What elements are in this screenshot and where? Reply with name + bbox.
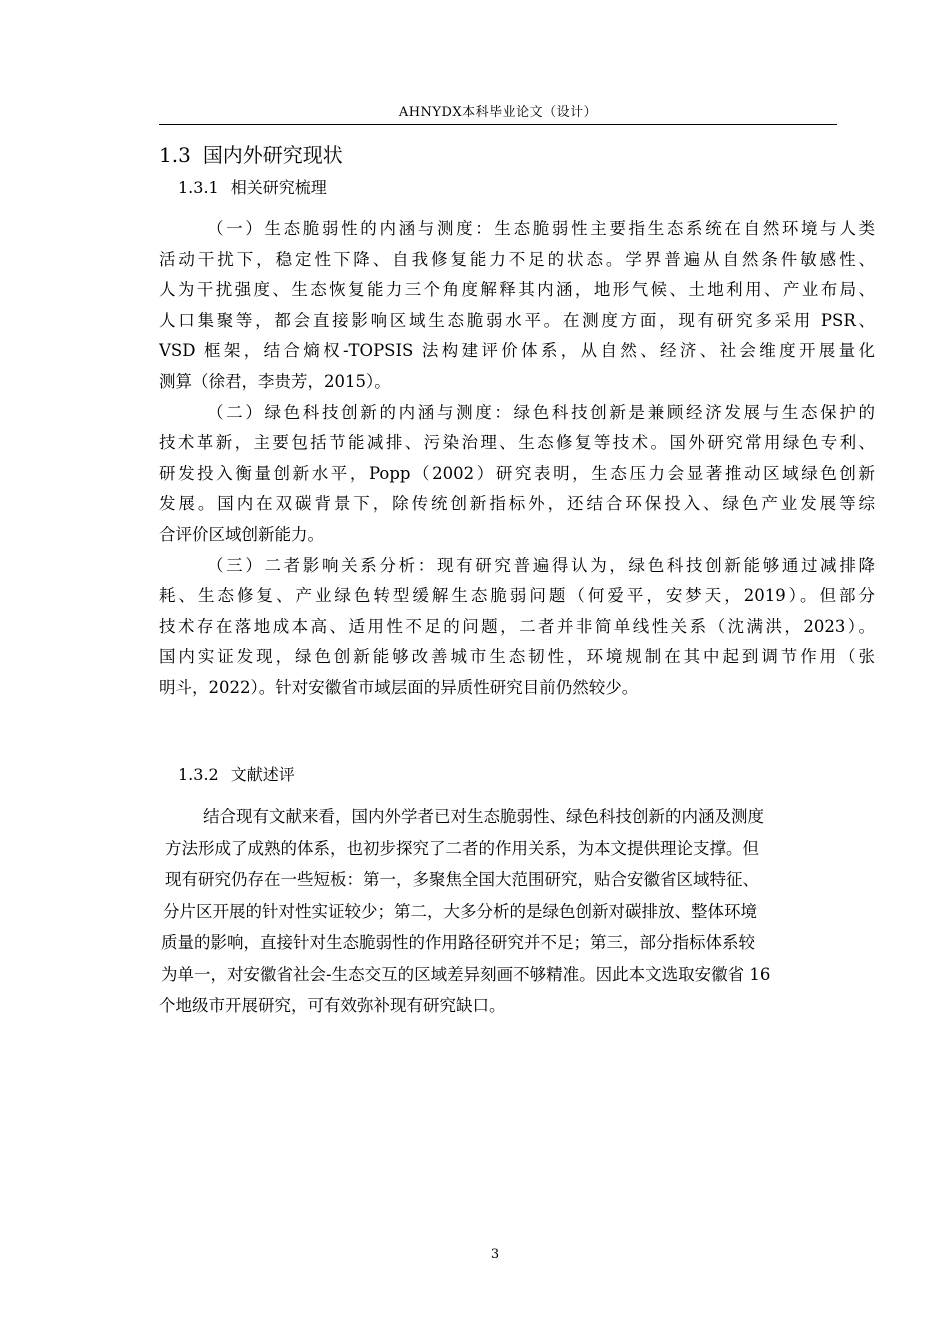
subsection-heading-1 [178,176,327,200]
body-line: 方法形成了成熟的体系，也初步探究了二者的作用关系，为本文提供理论支撑。但 [165,838,759,858]
page-number: 3 [490,1247,500,1262]
subsection-body-1 [159,214,875,704]
body-line: 现有研究仍存在一些短板：第一，多聚焦全国大范围研究，贴合安徽省区域特征、 [165,870,759,889]
subsection-title: 相关研究梳理 [230,178,327,197]
body-line: 活动干扰下，稳定性下降、自我修复能力不足的状态。学界普遍从自然条件敏感性、 [159,249,875,269]
header-rule [159,124,837,125]
body-line: 个地级市开展研究，可有效弥补现有研究缺口。 [159,996,506,1015]
subsection-body-2 [159,801,875,1022]
subsection-title: 文献述评 [230,765,295,784]
subsection-heading-2 [178,763,295,787]
body-line: 人口集聚等，都会直接影响区域生态脆弱水平。在测度方面，现有研究多采用 PSR、 [159,310,875,330]
subsection-number: 1.3.1 [178,178,219,197]
body-line: 质量的影响，直接针对生态脆弱性的作用路径研究并不足；第三，部分指标体系较 [161,933,755,952]
body-line: 发展。国内在双碳背景下，除传统创新指标外，还结合环保投入、绿色产业发展等综 [159,494,875,514]
section-heading [159,141,343,169]
body-line: 明斗，2022）。针对安徽省市域层面的异质性研究目前仍然较少。 [159,677,639,697]
body-line: 分片区开展的针对性实证较少；第二，大多分析的是绿色创新对碳排放、整体环境 [163,901,757,921]
body-line: 人为干扰强度、生态恢复能力三个角度解释其内涵，地形气候、土地利用、产业布局、 [159,280,875,300]
body-line: 结合现有文献来看，国内外学者已对生态脆弱性、绿色科技创新的内涵及测度 [203,807,764,826]
body-line: VSD 框架，结合熵权-TOPSIS 法构建评价体系，从自然、经济、社会维度开展量化 [159,341,875,361]
body-line: 耗、生态修复、产业绿色转型缓解生态脆弱问题（何爱平，安梦天，2019）。但部分 [159,586,875,606]
subsection-number: 1.3.2 [178,765,219,784]
body-line: 技术革新，主要包括节能减排、污染治理、生态修复等技术。国外研究常用绿色专利、 [159,433,875,453]
body-line: 合评价区域创新能力。 [159,524,324,544]
body-line: 测算（徐君，李贵芳，2015）。 [159,371,391,391]
section-number: 1.3 [159,143,191,167]
body-line: 为单一，对安徽省社会-生态交互的区域差异刻画不够精准。因此本文选取安徽省 16 [161,964,771,984]
body-line: （一）生态脆弱性的内涵与测度：生态脆弱性主要指生态系统在自然环境与人类 [207,219,875,238]
body-line: 国内实证发现，绿色创新能够改善城市生态韧性，环境规制在其中起到调节作用（张 [159,647,875,667]
body-line: （三）二者影响关系分析：现有研究普遍得认为，绿色科技创新能够通过减排降 [207,555,875,575]
body-line: （二）绿色科技创新的内涵与测度：绿色科技创新是兼顾经济发展与生态保护的 [207,402,875,422]
body-line: 技术存在落地成本高、适用性不足的问题，二者并非简单线性关系（沈满洪，2023）。 [159,616,875,636]
body-line: 研发投入衡量创新水平，Popp（2002）研究表明，生态压力会显著推动区域绿色创新 [159,463,875,483]
running-header: AHNYDX本科毕业论文（设计） [398,105,598,120]
section-title: 国内外研究现状 [202,143,343,167]
